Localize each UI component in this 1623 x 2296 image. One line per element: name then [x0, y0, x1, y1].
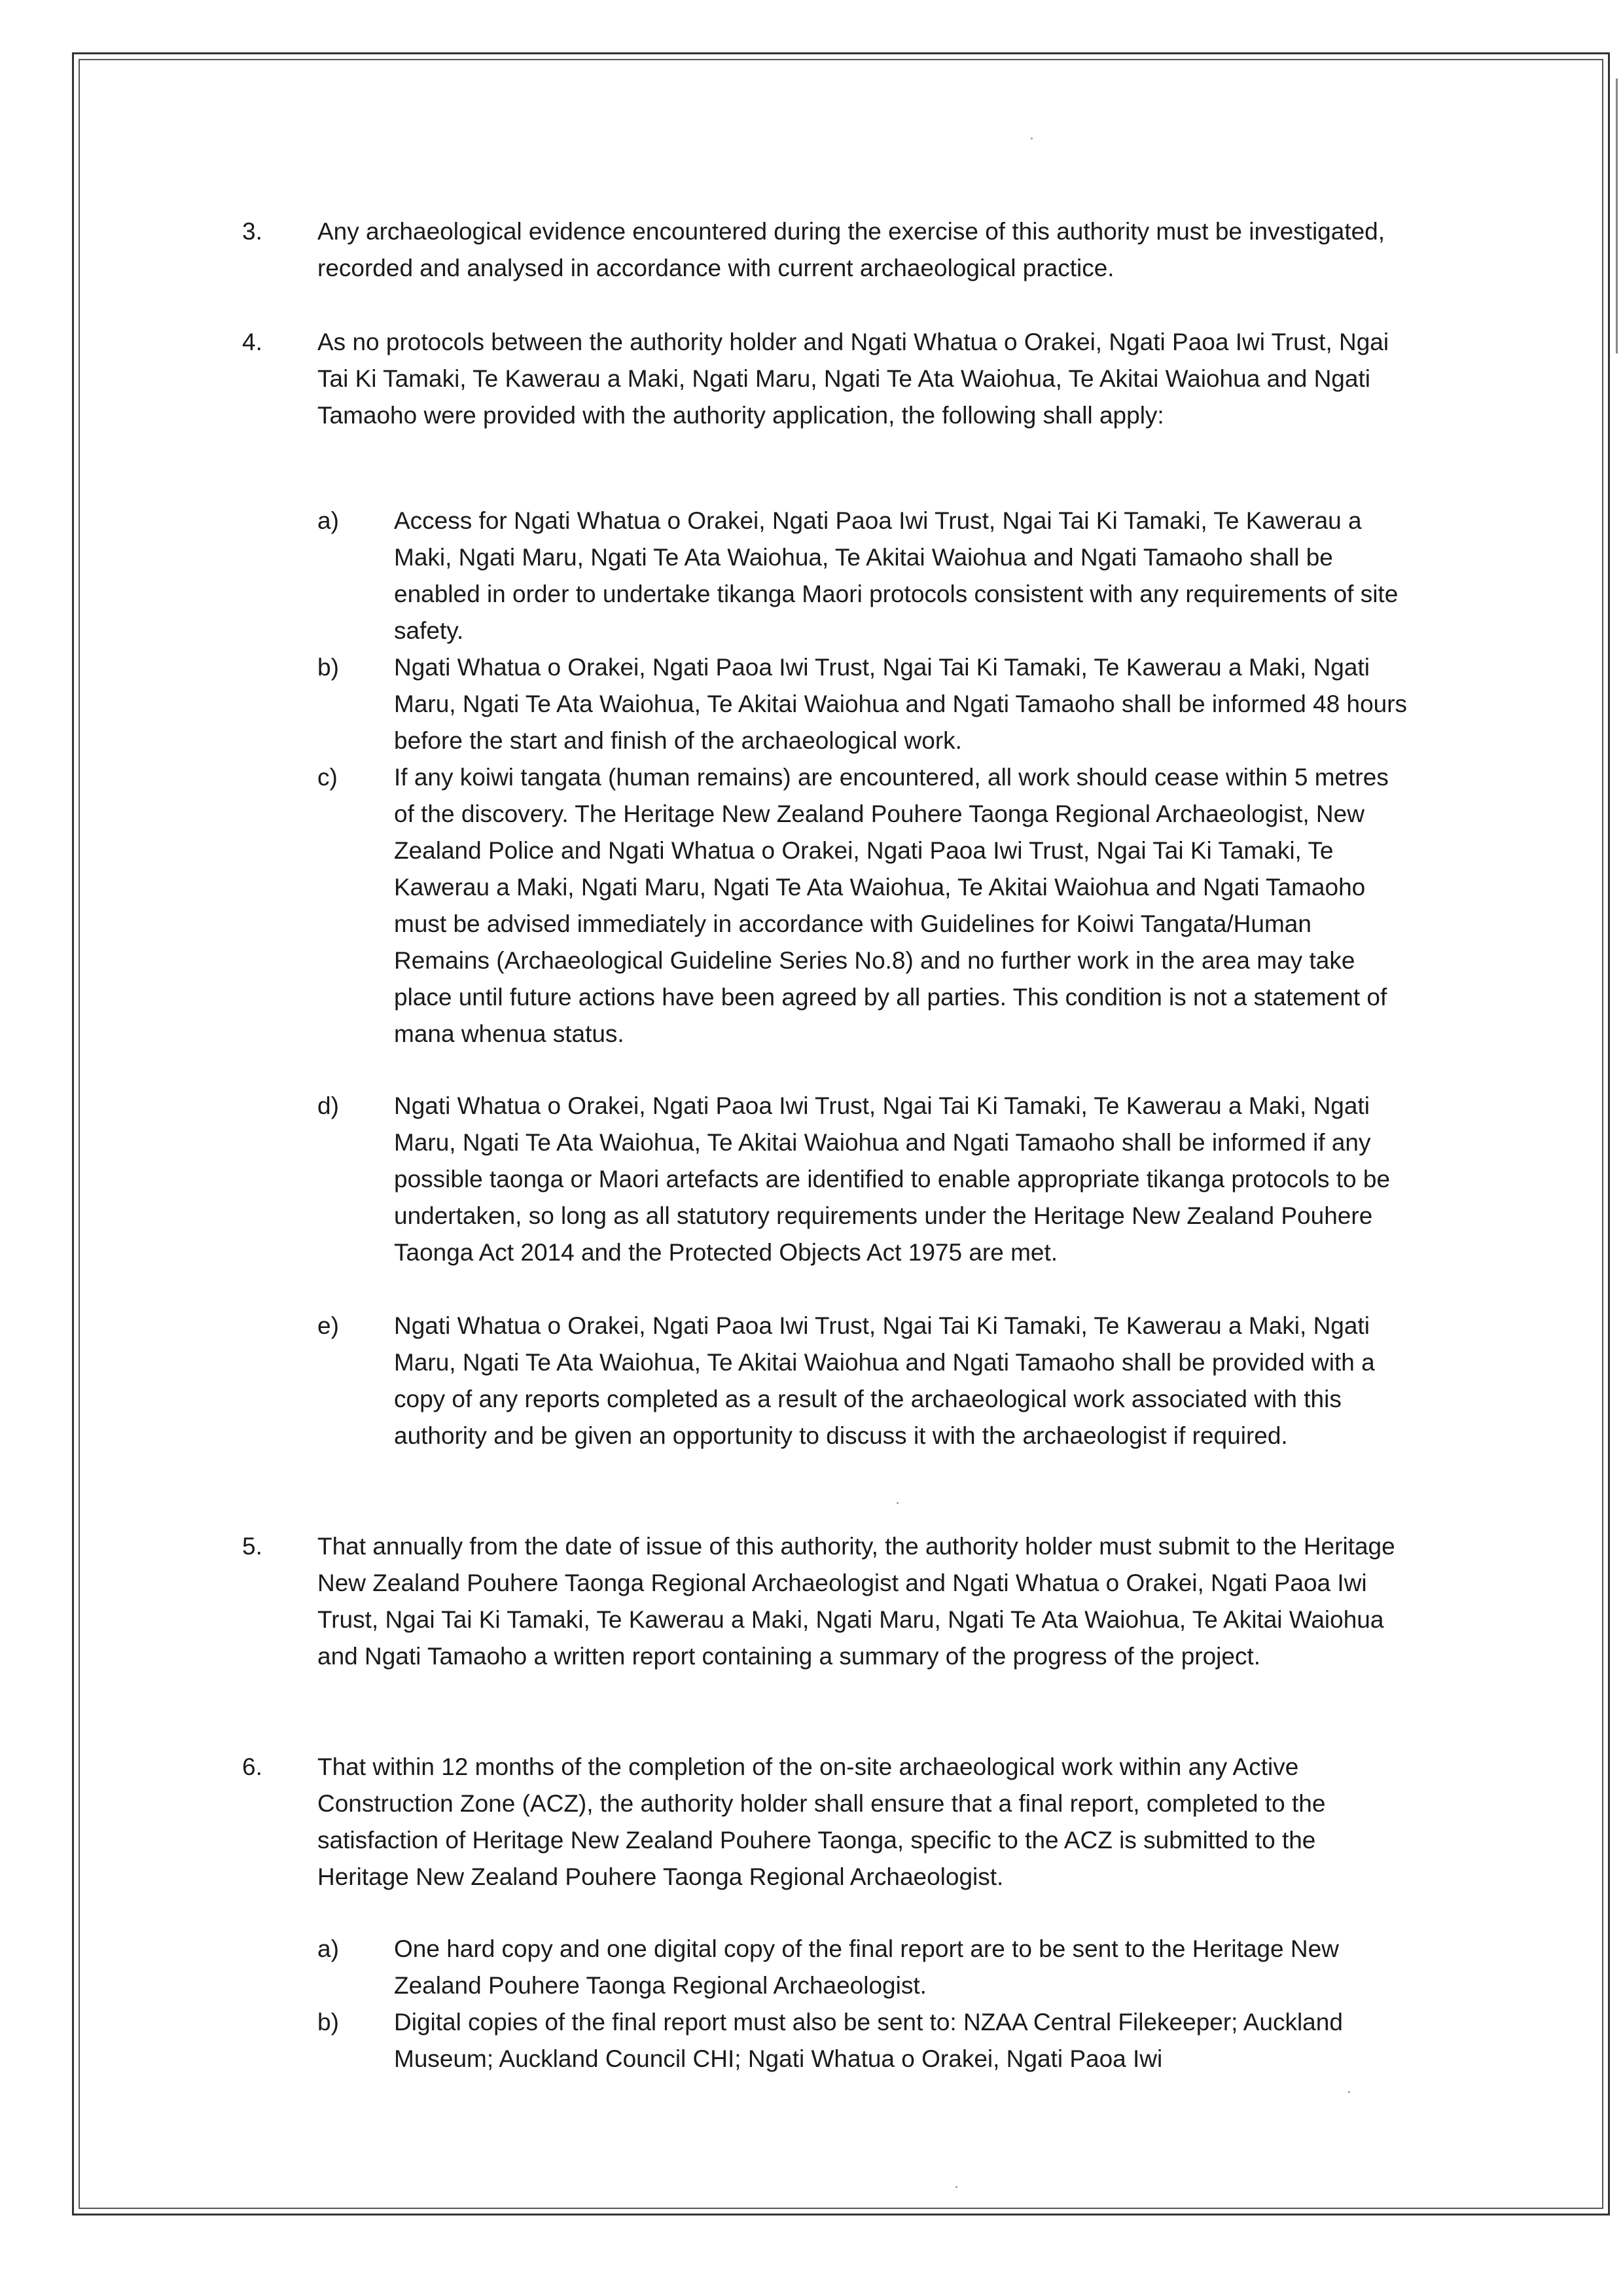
subitem-letter: b) — [317, 2009, 339, 2036]
subitem-text: One hard copy and one digital copy of the final report are to be sent to the Heritage New Zealand Pouhere Taonga Regional Archaeologist. — [394, 1935, 1339, 1999]
condition-3 — [242, 213, 1400, 287]
subitem-letter: a) — [317, 507, 339, 534]
subitem-letter: e) — [317, 1312, 339, 1339]
subitem-text: Ngati Whatua o Orakei, Ngati Paoa Iwi Trust, Ngai Tai Ki Tamaki, Te Kawerau a Maki, Ngati Maru, Ngati Te Ata Waiohua, Te Akitai Waiohua and Ngati Tamaoho shall be informed if any possible taonga or Maori artefacts are identified to enable appropriate tikanga protocols to be undertaken, so long as all statutory requirements under the Heritage New Zealand Pouhere Taonga Act 2014 and the Protected Objects Act 1975 are met. — [394, 1092, 1391, 1266]
condition-4 — [242, 324, 1400, 434]
condition-6 — [242, 1749, 1400, 1895]
condition-number: 3. — [242, 218, 262, 245]
subitem-text: Ngati Whatua o Orakei, Ngati Paoa Iwi Trust, Ngai Tai Ki Tamaki, Te Kawerau a Maki, Ngati Maru, Ngati Te Ata Waiohua, Te Akitai Waiohua and Ngati Tamaoho shall be provided with a copy of any reports completed as a result of the archaeological work associated with this authority and be given an opportunity to discuss it with the archaeologist if required. — [394, 1312, 1375, 1449]
subitem-letter: c) — [317, 764, 338, 791]
condition-4-d — [317, 1088, 1410, 1271]
condition-6-b — [317, 2004, 1410, 2077]
condition-text: That within 12 months of the completion of the on-site archaeological work within any Active Construction Zone (ACZ), the authority holder shall ensure that a final report, completed to the satisfaction of Heritage New Zealand Pouhere Taonga, specific to the ACZ is submitted to the Heritage New Zealand Pouhere Taonga Regional Archaeologist. — [317, 1753, 1326, 1890]
subitem-letter: a) — [317, 1935, 339, 1962]
condition-number: 4. — [242, 329, 262, 355]
condition-text: As no protocols between the authority holder and Ngati Whatua o Orakei, Ngati Paoa Iwi Trust, Ngai Tai Ki Tamaki, Te Kawerau a Maki, Ngati Maru, Ngati Te Ata Waiohua, Te Akitai Waiohua and Ngati Tamaoho were provided with the authority application, the following shall apply: — [317, 329, 1389, 429]
subitem-text: If any koiwi tangata (human remains) are encountered, all work should cease within 5 metres of the discovery. The Heritage New Zealand Pouhere Taonga Regional Archaeologist, New Zealand Police and Ngati Whatua o Orakei, Ngati Paoa Iwi Trust, Ngai Tai Ki Tamaki, Te Kawerau a Maki, Ngati Maru, Ngati Te Ata Waiohua, Te Akitai Waiohua and Ngati Tamaoho must be advised immediately in accordance with Guidelines for Koiwi Tangata/Human Remains (Archaeological Guideline Series No.8) and no further work in the area may take place until future actions have been agreed by all parties. This condition is not a statement of mana whenua status. — [394, 764, 1389, 1047]
condition-6-a — [317, 1931, 1410, 2004]
subitem-text: Ngati Whatua o Orakei, Ngati Paoa Iwi Trust, Ngai Tai Ki Tamaki, Te Kawerau a Maki, Ngati Maru, Ngati Te Ata Waiohua, Te Akitai Waiohua and Ngati Tamaoho shall be informed 48 hours before the start and finish of the archaeological work. — [394, 654, 1408, 754]
condition-4-c — [317, 759, 1410, 1052]
condition-5 — [242, 1528, 1400, 1675]
subitem-text: Digital copies of the final report must also be sent to: NZAA Central Filekeeper; Auckland Museum; Auckland Council CHI; Ngati Whatua o Orakei, Ngati Paoa Iwi — [394, 2009, 1343, 2072]
condition-text: Any archaeological evidence encountered during the exercise of this authority must be investigated, recorded and analysed in accordance with current archaeological practice. — [317, 218, 1385, 281]
condition-number: 6. — [242, 1753, 262, 1780]
condition-4-e — [317, 1308, 1410, 1454]
subitem-letter: d) — [317, 1092, 339, 1119]
subitem-text: Access for Ngati Whatua o Orakei, Ngati Paoa Iwi Trust, Ngai Tai Ki Tamaki, Te Kawerau a Maki, Ngati Maru, Ngati Te Ata Waiohua, Te Akitai Waiohua and Ngati Tamaoho shall be enabled in order to undertake tikanga Maori protocols consistent with any requirements of site safety. — [394, 507, 1399, 644]
condition-4-a — [317, 503, 1410, 649]
condition-text: That annually from the date of issue of this authority, the authority holder must submit to the Heritage New Zealand Pouhere Taonga Regional Archaeologist and Ngati Whatua o Orakei, Ngati Paoa Iwi Trust, Ngai Tai Ki Tamaki, Te Kawerau a Maki, Ngati Maru, Ngati Te Ata Waiohua, Te Akitai Waiohua and Ngati Tamaoho a written report containing a summary of the progress of the project. — [317, 1533, 1395, 1670]
condition-4-b — [317, 649, 1410, 759]
subitem-letter: b) — [317, 654, 339, 681]
condition-number: 5. — [242, 1533, 262, 1560]
